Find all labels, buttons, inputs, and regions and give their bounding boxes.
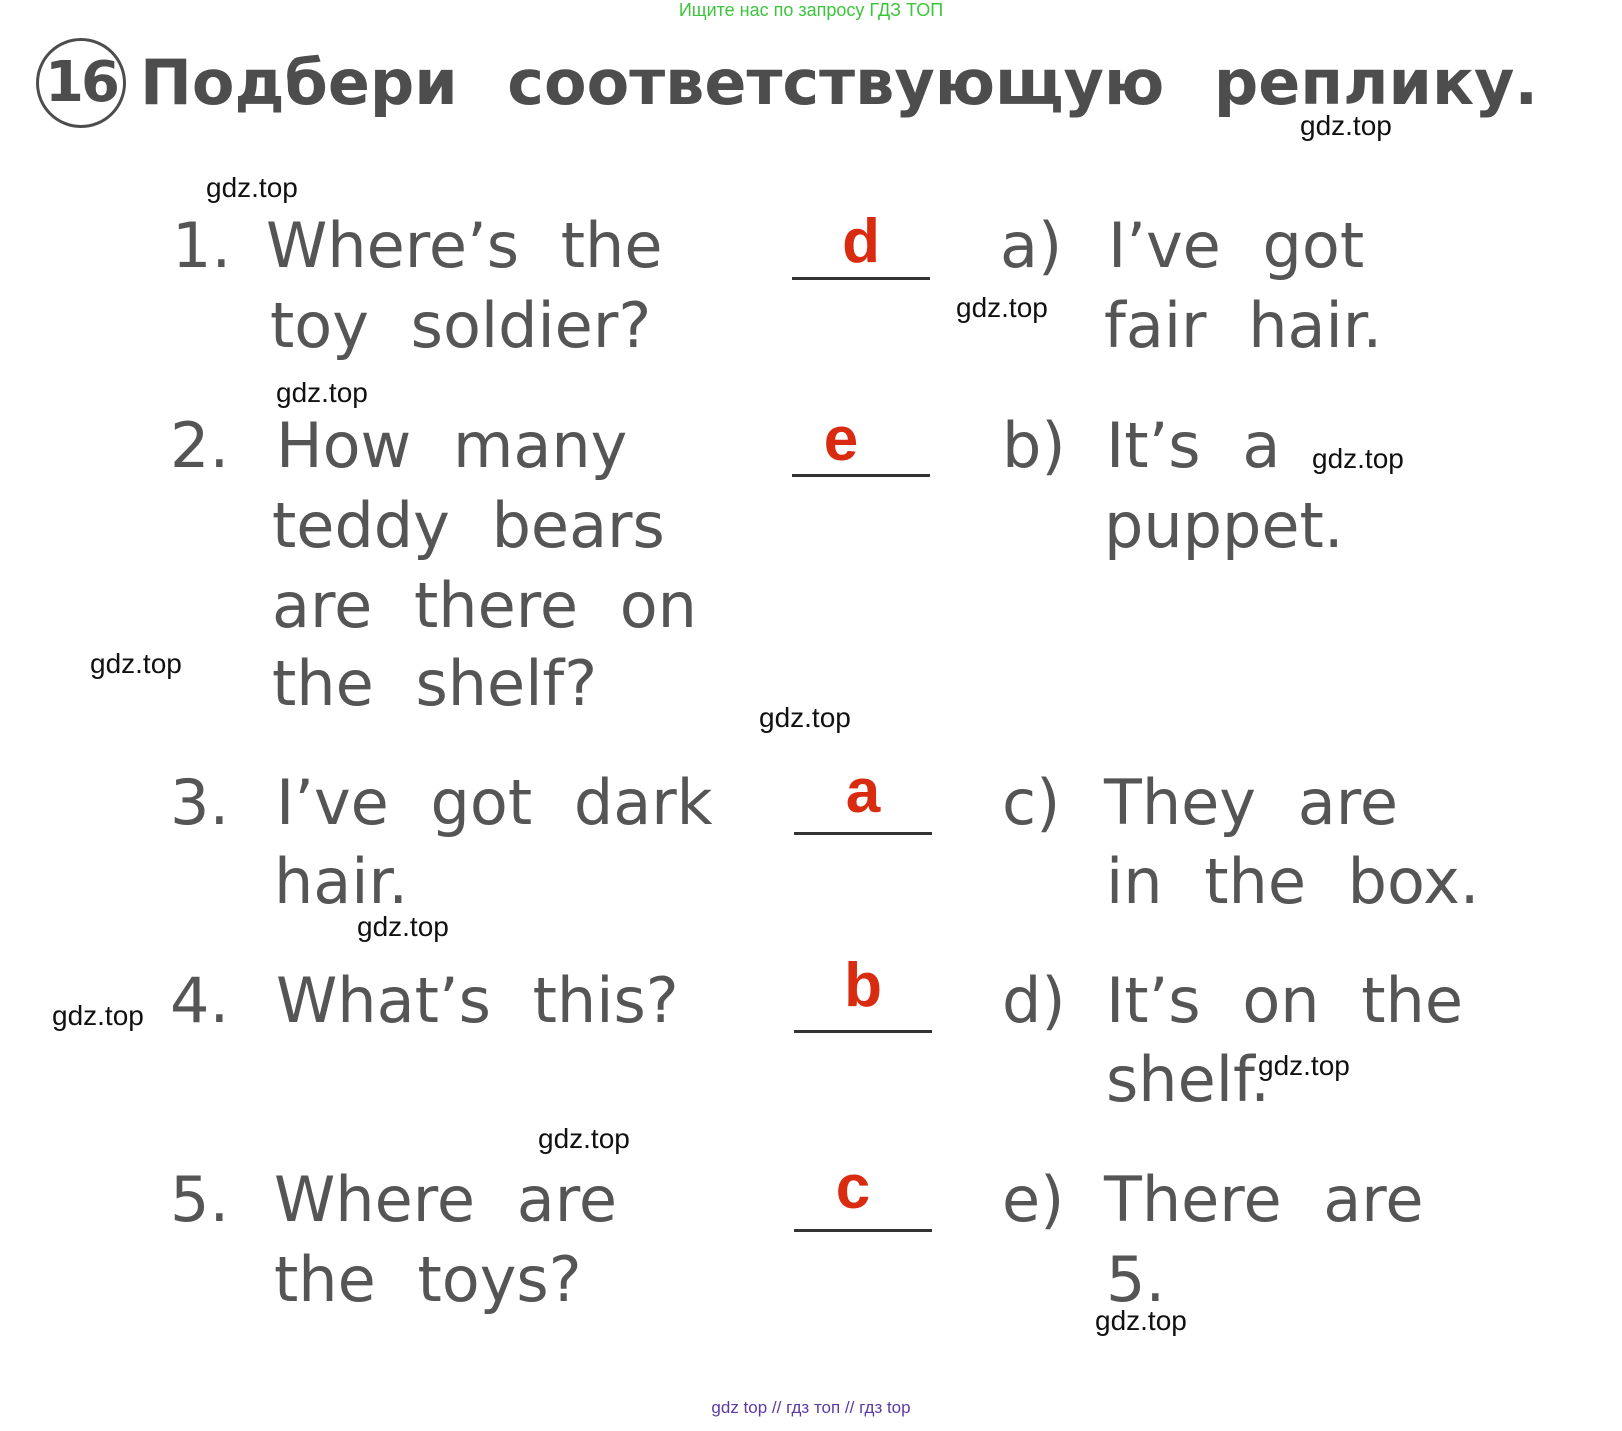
question-2-number: 2. <box>170 409 230 482</box>
question-5-line-2: the toys? <box>274 1243 582 1316</box>
watermark: gdz.top <box>1095 1305 1187 1336</box>
watermark: gdz.top <box>759 702 851 733</box>
question-5-number: 5. <box>170 1163 230 1236</box>
reply-e-line-2: 5. <box>1106 1243 1166 1316</box>
answer-2: e <box>823 405 859 474</box>
reply-e-letter: e) <box>1002 1163 1065 1236</box>
reply-a-line-1: I’ve got <box>1108 209 1365 282</box>
question-4-line-1: What’s this? <box>276 964 679 1037</box>
watermark: gdz.top <box>1300 110 1392 141</box>
answer-blank-3[interactable] <box>794 829 932 835</box>
question-2-line-2: teddy bears <box>272 489 665 562</box>
reply-a-letter: a) <box>1000 209 1063 282</box>
reply-e-line-1: There are <box>1104 1163 1424 1236</box>
reply-c-line-2: in the box. <box>1106 845 1480 918</box>
exercise-title: Подбери соответствующую реплику. <box>140 46 1538 119</box>
reply-b-line-1: It’s a <box>1106 409 1281 482</box>
question-1-line-2: toy soldier? <box>270 289 652 362</box>
question-2-line-1: How many <box>276 409 628 482</box>
answer-5: c <box>835 1153 871 1222</box>
watermark: gdz.top <box>956 292 1048 323</box>
exercise-number-badge: 16 <box>36 38 126 128</box>
reply-a-line-2: fair hair. <box>1104 289 1383 362</box>
question-2-line-4: the shelf? <box>272 647 598 720</box>
watermark: gdz.top <box>1258 1050 1350 1081</box>
answer-1: d <box>842 207 880 276</box>
question-4-number: 4. <box>170 964 230 1037</box>
reply-c-letter: c) <box>1002 766 1061 839</box>
question-3-line-2: hair. <box>274 845 409 918</box>
watermark: gdz.top <box>206 172 298 203</box>
question-3-line-1: I’ve got dark <box>276 766 713 839</box>
answer-blank-4[interactable] <box>794 1027 932 1033</box>
question-2-line-3: are there on <box>272 569 697 642</box>
question-1-number: 1. <box>172 209 232 282</box>
reply-d-line-2: shelf. <box>1106 1043 1270 1116</box>
answer-3: a <box>845 757 881 826</box>
answer-blank-5[interactable] <box>794 1226 932 1232</box>
reply-d-line-1: It’s on the <box>1106 964 1463 1037</box>
reply-b-line-2: puppet. <box>1104 489 1344 562</box>
watermark: gdz.top <box>52 1000 144 1031</box>
footer-watermark: gdz top // гдз топ // гдз top <box>711 1398 911 1417</box>
watermark: gdz.top <box>1312 443 1404 474</box>
watermark: gdz.top <box>90 648 182 679</box>
answer-blank-2[interactable] <box>792 471 930 477</box>
reply-d-letter: d) <box>1002 964 1066 1037</box>
question-3-number: 3. <box>170 766 230 839</box>
question-5-line-1: Where are <box>274 1163 617 1236</box>
question-1-line-1: Where’s the <box>266 209 663 282</box>
reply-b-letter: b) <box>1002 409 1066 482</box>
watermark: gdz.top <box>538 1123 630 1154</box>
reply-c-line-1: They are <box>1104 766 1398 839</box>
watermark: gdz.top <box>276 377 368 408</box>
answer-blank-1[interactable] <box>792 274 930 280</box>
answer-4: b <box>844 951 882 1020</box>
search-hint-link[interactable]: Ищите нас по запросу ГДЗ ТОП <box>678 0 944 20</box>
watermark: gdz.top <box>357 911 449 942</box>
